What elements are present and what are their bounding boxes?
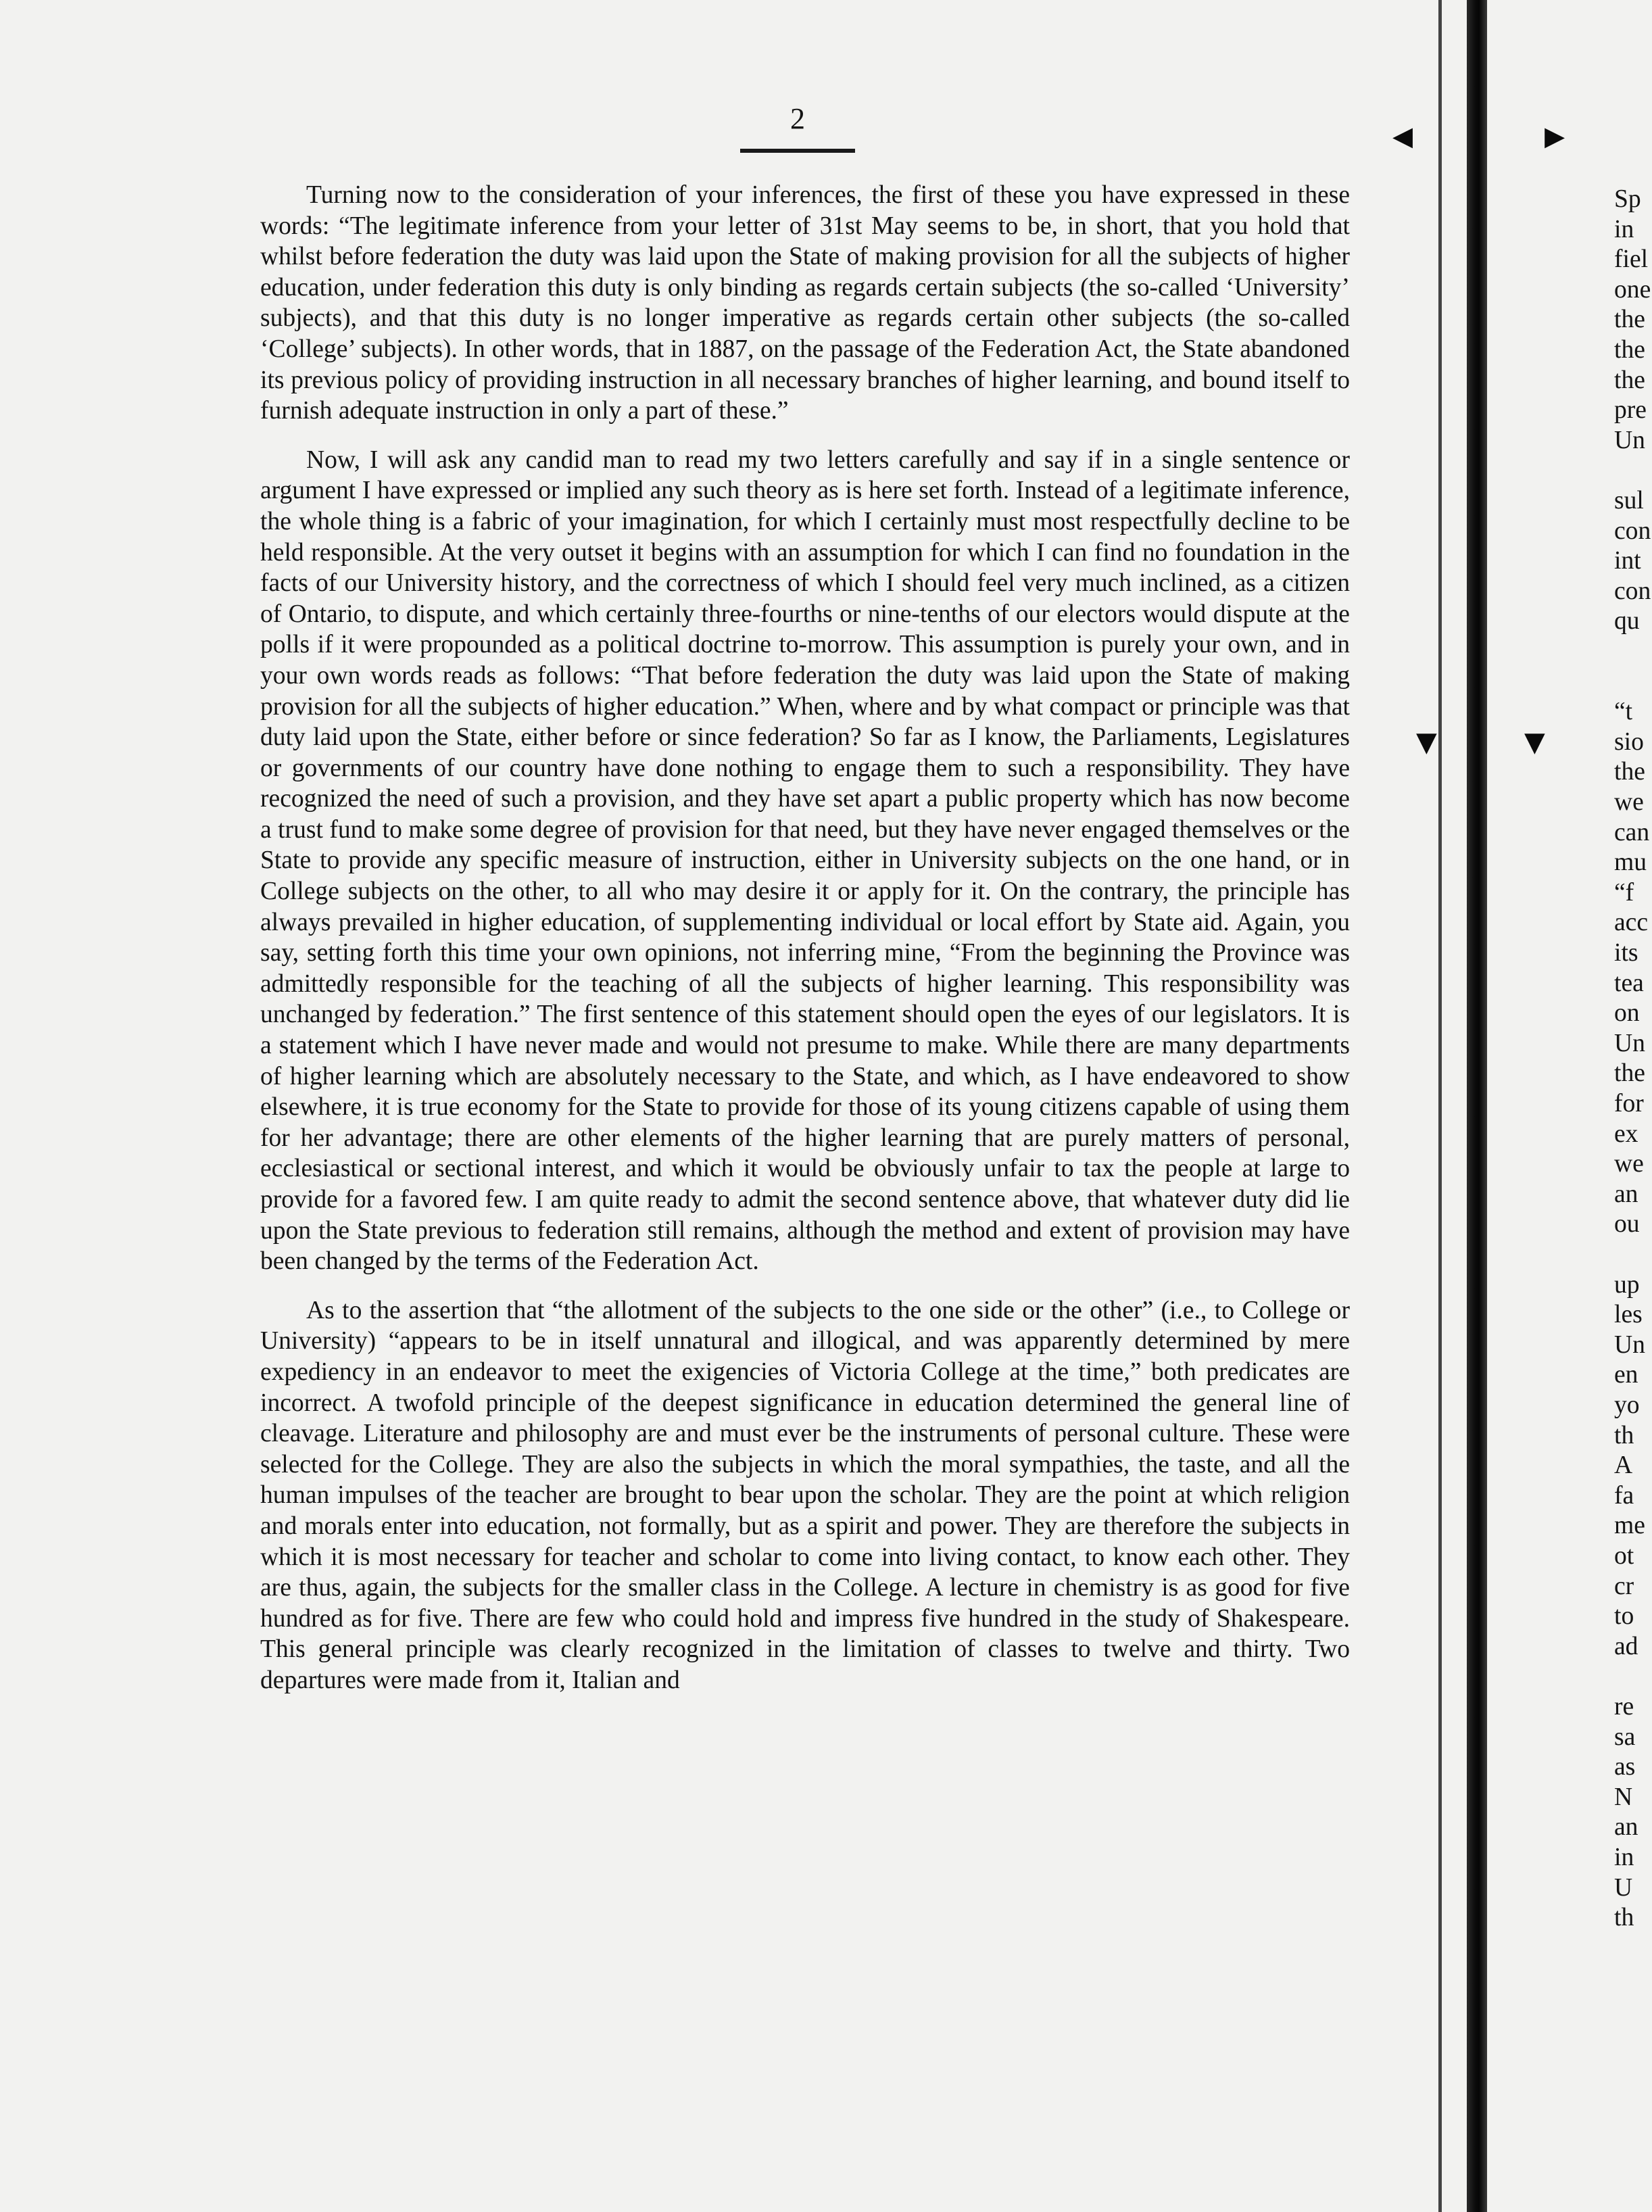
adjacent-page-fragment: one — [1614, 275, 1651, 304]
adjacent-page-fragment: Un — [1614, 426, 1645, 454]
adjacent-page-fragment: Un — [1614, 1330, 1645, 1359]
adjacent-page-fragment: ou — [1614, 1210, 1640, 1239]
adjacent-page-fragment: th — [1614, 1904, 1634, 1932]
adjacent-page-fragment: sio — [1614, 727, 1644, 756]
margin-mark-left-icon: ▼ — [1416, 727, 1437, 758]
adjacent-page-fragment: cr — [1614, 1572, 1634, 1600]
adjacent-page-fragment: int — [1614, 547, 1641, 575]
adjacent-page-fragment: an — [1614, 1813, 1638, 1842]
adjacent-page-fragment: we — [1614, 788, 1644, 816]
adjacent-page-fragment: yo — [1614, 1391, 1640, 1419]
adjacent-page-fragment: on — [1614, 999, 1640, 1028]
margin-mark-right-icon: ▼ — [1524, 727, 1545, 758]
adjacent-page-fragment: up — [1614, 1270, 1640, 1299]
adjacent-page-fragment: the — [1614, 1059, 1645, 1088]
margin-arrow-left-icon: ◂ — [1392, 112, 1413, 159]
adjacent-page-fragment: en — [1614, 1361, 1638, 1389]
adjacent-page-fragment: th — [1614, 1421, 1634, 1449]
adjacent-page-fragment: fiel — [1614, 245, 1649, 274]
adjacent-page-fragment: fa — [1614, 1481, 1634, 1510]
adjacent-page-fragment: for — [1614, 1090, 1644, 1117]
adjacent-page-fragment: can — [1614, 818, 1650, 846]
adjacent-page-fragment: tea — [1614, 969, 1644, 997]
body-text — [260, 180, 1350, 1714]
adjacent-page-fragment: the — [1614, 306, 1645, 334]
adjacent-page-fragment: ot — [1614, 1542, 1634, 1570]
adjacent-page-fragment: the — [1614, 758, 1645, 786]
adjacent-page-fragment: “f — [1614, 878, 1634, 907]
adjacent-page-fragment: an — [1614, 1180, 1638, 1208]
adjacent-page-fragment: the — [1614, 366, 1645, 394]
paragraph-inferences: Turning now to the consideration of your inferences, the first of these you have expressed in these words: “The legitimate inference from your letter of 31st May seems to be, in short, that you hold that whilst before federation the duty was laid upon the State of making provision for all the subjects of higher education, under federation this duty is only binding as regards certain subjects (the so-called ‘University’ subjects), and that this duty is no longer imperative as regards certain other subjects (the so-called ‘College’ subjects). In other words, that in 1887, on the passage of the Federation Act, the State abandoned its previous policy of providing instruction in all necessary branches of higher learning, and bound itself to furnish adequate instruction in only a part of these.” — [260, 181, 1350, 425]
adjacent-page-fragment: qu — [1614, 607, 1640, 635]
adjacent-page-fragment: Sp — [1614, 185, 1641, 213]
adjacent-page-fragment: “t — [1614, 698, 1633, 726]
adjacent-page-fragment: ad — [1614, 1632, 1638, 1660]
adjacent-page-fragment: N — [1614, 1783, 1633, 1811]
book-spine — [1467, 0, 1487, 2212]
page-number-rule — [740, 149, 855, 153]
adjacent-page-fragment: con — [1614, 577, 1651, 605]
gutter-line — [1438, 0, 1442, 2212]
adjacent-page-fragment: to — [1614, 1602, 1634, 1631]
adjacent-page-fragment: re — [1614, 1693, 1634, 1721]
adjacent-page-fragment: we — [1614, 1150, 1644, 1178]
adjacent-page-fragment: in — [1614, 215, 1634, 243]
adjacent-page-fragment: sa — [1614, 1723, 1636, 1751]
adjacent-page-fragment: A — [1614, 1451, 1633, 1480]
paragraph-allotment: As to the assertion that “the allotment of the subjects to the one side or the other” (i.e., to College or University) “appears to be in itself unnatural and illogical, and was apparently determined by mere expediency in an endeavor to meet the exigencies of Victoria College at the time,” both predicates are incorrect. A twofold principle of the deepest significance in education determined the general line of cleavage. Literature and philosophy are and must ever be the instruments of personal culture. These were selected for the College. They are also the subjects in which the moral sympathies, the taste, and all the human impulses of the teacher are brought to bear upon the scholar. They are the point at which religion and morals enter into education, not formally, but as a spirit and power. They are therefore the subjects in which it is most necessary for teacher and scholar to come into living contact, to know each other. They are thus, again, the subjects for the smaller class in the College. A lecture in chemistry is as good for five hundred as for five. There are few who could hold and impress five hundred in the study of Shakespeare. This general principle was clearly recognized in the limitation of classes to twelve and thirty. Two departures were made from it, Italian and — [260, 1296, 1350, 1694]
adjacent-page-fragment: its — [1614, 939, 1638, 967]
adjacent-page-fragment: sul — [1614, 487, 1644, 514]
adjacent-page-fragment: con — [1614, 516, 1651, 545]
adjacent-page-fragment: the — [1614, 336, 1645, 364]
margin-arrow-right-icon: ▸ — [1545, 112, 1565, 159]
adjacent-page-fragment: as — [1614, 1753, 1636, 1781]
adjacent-page-fragment: Un — [1614, 1029, 1645, 1057]
adjacent-page-fragment: mu — [1614, 848, 1647, 877]
adjacent-page-fragment: les — [1614, 1301, 1643, 1329]
adjacent-page-fragment: U — [1614, 1873, 1633, 1902]
adjacent-page-fragment: me — [1614, 1512, 1645, 1540]
adjacent-page-fragment: acc — [1614, 909, 1649, 937]
adjacent-page-fragment: pre — [1614, 396, 1647, 425]
adjacent-page-fragment: ex — [1614, 1120, 1638, 1148]
adjacent-page-fragment: in — [1614, 1844, 1634, 1871]
paragraph-candid-man: Now, I will ask any candid man to read my two letters carefully and say if in a single sentence or argument I have expressed or implied any such theory as is here set forth. Instead of a legitimate inference, the whole thing is a fabric of your imagination, for which I certainly must most respectfully decline to be held responsible. At the very outset it begins with an assumption for which I can find no foundation in the facts of our University history, and the correctness of which I should feel very much inclined, as a citizen of Ontario, to dispute, and which certainly three-fourths or nine-tenths of our electors would dispute at the polls if it were propounded as a political doctrine to-morrow. This assumption is purely your own, and in your own words reads as follows: “That before federation the duty was laid upon the State of making provision for all the subjects of higher education.” When, where and by what compact or principle was that duty laid upon the State, either before or since federation? So far as I know, the Parliaments, Legislatures or governments of our country have done nothing to engage them to such a responsibility. They have recognized the need of such a provision, and they have set apart a public property which has now become a trust fund to make some degree of provision for that need, but they have never engaged themselves or the State to provide any specific measure of instruction, either in University subjects on the one hand, or in College subjects on the other, to all who may desire it or apply for it. On the contrary, the principle has always prevailed in higher education, of supplementing individual or local effort by State aid. Again, you say, setting forth this time your own opinions, not inferring mine, “From the beginning the Province was admittedly responsible for the teaching of all the subjects of higher learning. This responsibility was unchanged by federation.” The first sentence of this statement should open the eyes of our legislators. It is a statement which I have never made and would not presume to make. While there are many departments of higher learning which are absolutely necessary to the State, and which, as I have endeavored to show elsewhere, it is true economy for the State to provide for those of its young citizens capable of using them for her advantage; there are other elements of the higher learning that are purely matters of personal, ecclesiastical or sectional interest, and which it would be obviously unfair to tax the people at large to provide for a favored few. I am quite ready to admit the second sentence above, that whatever duty did lie upon the State previous to federation still remains, although the method and extent of provision may have been changed by the terms of the Federation Act. — [260, 446, 1350, 1276]
page-number: 2 — [790, 102, 805, 135]
